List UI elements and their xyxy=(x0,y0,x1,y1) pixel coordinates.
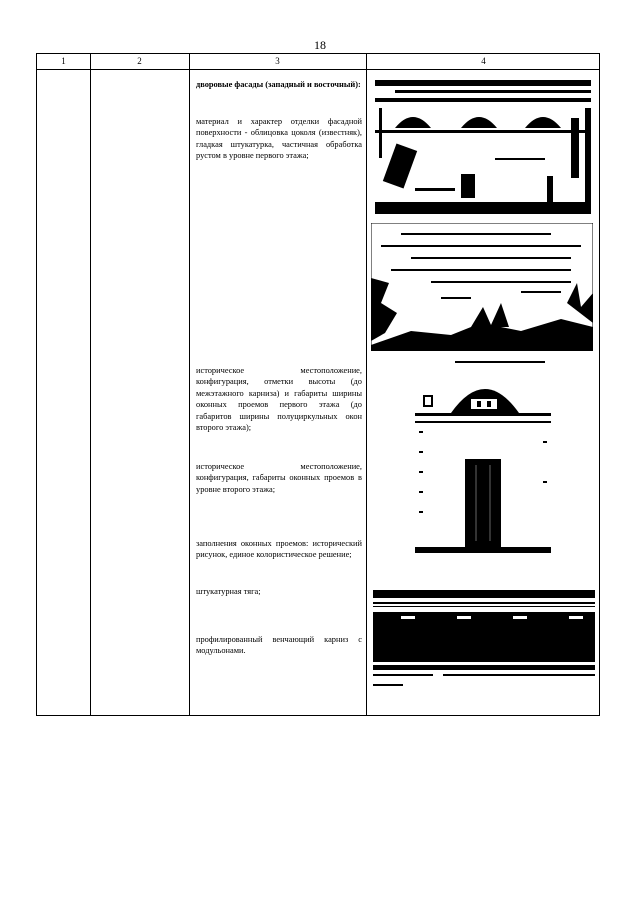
finish-description: материал и характер отделки фасадной поверхности - облицовка цоколя (известняк), гладкая штукатурка, частичная обработка рустом в уровне первого этажа; xyxy=(196,117,362,161)
cornice-description: профилированный венчающий карниз с модульонами. xyxy=(196,635,362,656)
column-header-2: 2 xyxy=(137,56,142,66)
header-divider xyxy=(37,69,599,70)
facade-arches-photo-icon xyxy=(375,78,591,214)
ground-floor-windows-description: историческое местоположение, конфигурация, отметки высоты (до межэтажного карниза) и габариты ширины оконных проемов первого этажа (до габаритов ширины полуциркульных окон второго этажа); xyxy=(196,366,362,433)
column-header-4: 4 xyxy=(481,56,486,66)
column-header-1: 1 xyxy=(61,56,66,66)
column-divider xyxy=(189,54,190,715)
page-number: 18 xyxy=(314,38,326,52)
second-floor-windows-description: историческое местоположение, конфигурация, габариты оконных проемов в уровне второго этажа; xyxy=(196,462,362,494)
window-opening-photo-icon xyxy=(415,361,551,557)
section-heading: дворовые фасады (западный и восточный): xyxy=(196,80,361,89)
plaster-molding-description: штукатурная тяга; xyxy=(196,587,261,596)
column-header-3: 3 xyxy=(275,56,280,66)
cornice-photo-icon xyxy=(373,588,595,688)
window-fill-description: заполнения оконных проемов: исторический рисунок, единое колористическое решение; xyxy=(196,539,362,560)
wall-foundation-photo-icon xyxy=(371,223,593,351)
heritage-table xyxy=(36,53,600,716)
column-divider xyxy=(366,54,367,715)
column-divider xyxy=(90,54,91,715)
